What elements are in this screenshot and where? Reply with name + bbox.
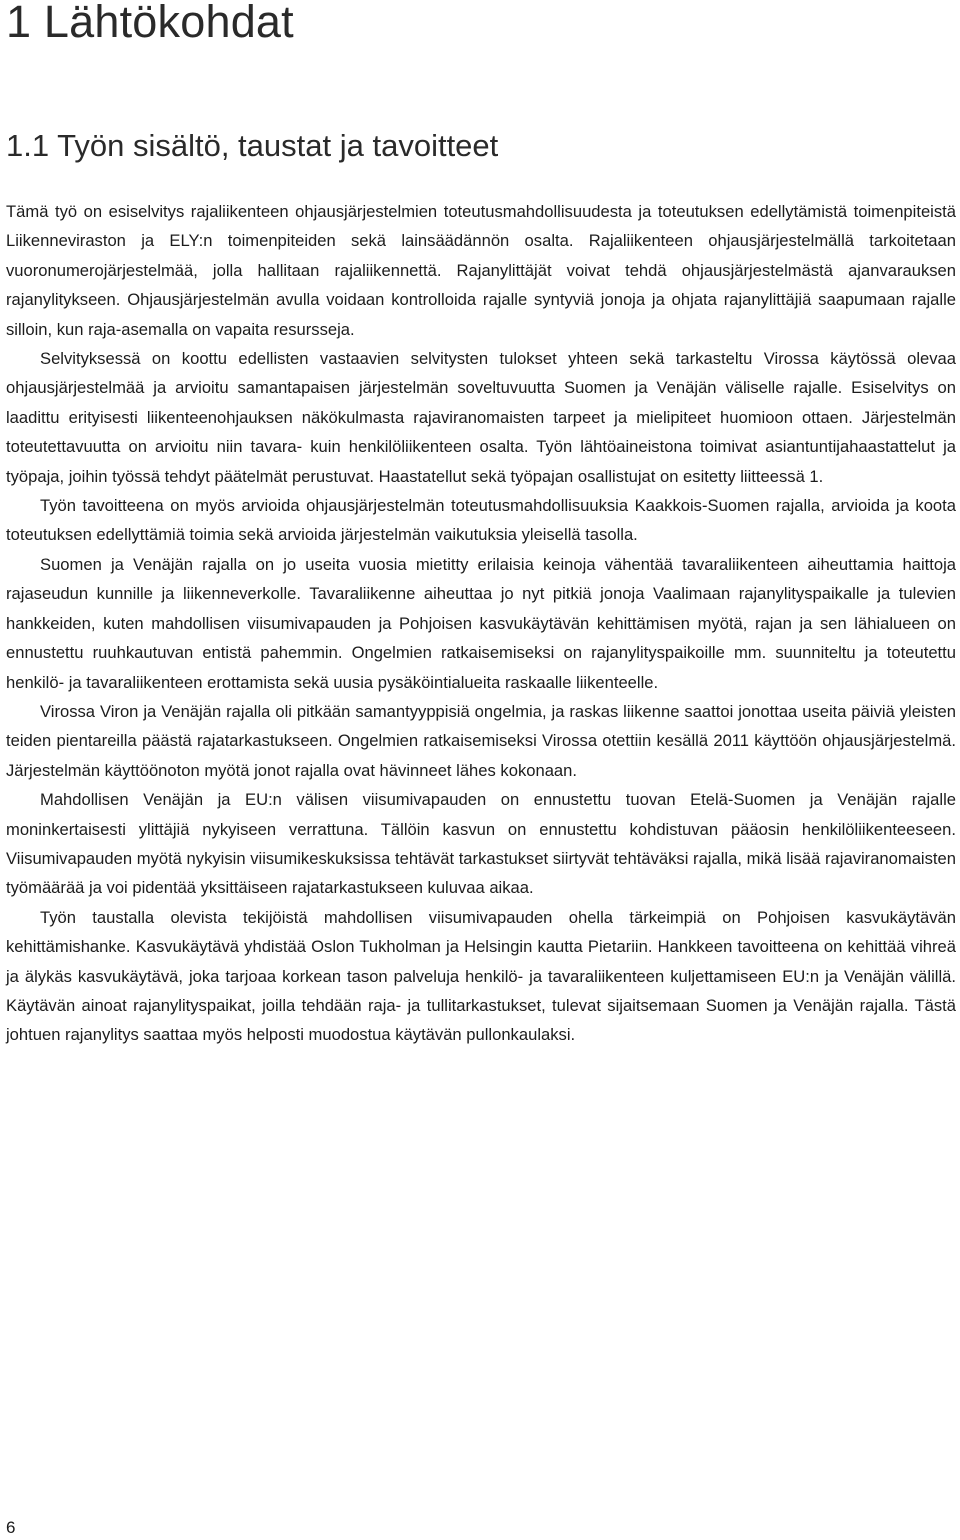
paragraph-estonia: Virossa Viron ja Venäjän rajalla oli pitkään samantyyppisiä ongelmia, ja raskas liikenne saattoi jonottaa useita päiviä yleisten teiden pientareilla päästä rajatarkastukseen. Ongelmien ratkaisemiseksi Virossa otettiin kesällä 2011 käyttöön ohjausjärjestelmä. Järjestelmän käyttöönoton myötä jonot rajalla ovat hävinneet lähes kokonaan. (6, 701, 956, 780)
paragraph-goal: Työn tavoitteena on myös arvioida ohjausjärjestelmän toteutusmahdollisuuksia Kaakkois-Suomen rajalla, arvioida ja koota toteutuksen edellyttämiä toimia sekä arvioida järjestelmän vaikutuksia yleisellä tasolla. (6, 496, 956, 545)
page-number: 6 (6, 1518, 16, 1537)
section-heading: 1.1 Työn sisältö, taustat ja tavoitteet (6, 128, 499, 163)
paragraph-survey: Selvityksessä on koottu edellisten vastaavien selvitysten tulokset yhteen sekä tarkasteltu Virossa käytössä olevaa ohjausjärjestelmää ja arvioitu samantapaisen järjestelmän soveltuvuutta Suomen ja Venäjän väliselle rajalle. Esiselvitys on laadittu erityisesti liikenteenohjauksen näkökulmasta rajaviranomaisten tarpeet ja mielipiteet huomioon ottaen. Järjestelmän toteutettavuutta on arvioitu niin tavara- kuin henkilöliikenteen osalta. Työn lähtöaineistona toimivat asiantuntijahaastattelut ja työpaja, joihin työssä tehdyt päätelmät perustuvat. Haastatellut sekä työpajan osallistujat on esitetty liitteessä 1. (6, 349, 956, 486)
paragraph-growth-corridor: Työn taustalla olevista tekijöistä mahdollisen viisumivapauden ohella tärkeimpiä on Pohjoisen kasvukäytävän kehittämishanke. Kasvukäytävä yhdistää Oslon Tukholman ja Helsingin kautta Pietariin. Hankkeen tavoitteena on kehittää vihreä ja älykäs kasvukäytävä, joka tarjoaa korkean tason palveluja henkilö- ja tavaraliikenteen kuljettamiseen EU:n ja Venäjän välillä. Käytävän ainoat rajanylityspaikat, joilla tehdään raja- ja tullitarkastukset, tulevat sijaitsemaan Suomen ja Venäjän rajalla. Tästä johtuen rajanylitys saattaa myös helposti muodostua käytävän pullonkaulaksi. (6, 907, 956, 1045)
body-text (6, 197, 956, 1050)
chapter-heading: 1 Lähtökohdat (6, 0, 294, 47)
paragraph-border-traffic: Suomen ja Venäjän rajalla on jo useita vuosia mietitty erilaisia keinoja vähentää tavaraliikenteen aiheuttamia haittoja rajaseudun kunnille ja liikenneverkolle. Tavaraliikenne aiheuttaa jo nyt pitkiä jonoja Vaalimaan rajanylityspaikalle ja tulevien hankkeiden, kuten mahdollisen viisumivapauden ja Pohjoisen kasvukäytävän kehittämisen myötä, rajan ja sen lähialueen on ennustettu ruuhkautuvan entistä pahemmin. Ongelmien ratkaisemiseksi on rajanylityspaikoille mm. suunniteltu ja toteutettu henkilö- ja tavaraliikenteen erottamista sekä uusia pysäköintialueita raskaalle liikenteelle. (6, 554, 956, 692)
paragraph-intro: Tämä työ on esiselvitys rajaliikenteen ohjausjärjestelmien toteutusmahdollisuudesta ja toteutuksen edellytämistä toimenpiteistä Liikenneviraston ja ELY:n toimenpiteiden sekä lainsäädännön osalta. Rajaliikenteen ohjausjärjestelmällä tarkoitetaan vuoronumerojärjestelmää, jolla hallitaan rajaliikennettä. Rajanylittäjät voivat tehdä ohjausjärjestelmästä ajanvarauksen rajanylitykseen. Ohjausjärjestelmän avulla voidaan kontrolloida rajalle syntyviä jonoja ja ohjata rajanylittäjiä saapumaan rajalle silloin, kun raja-asemalla on vapaita resursseja. (6, 202, 956, 339)
paragraph-visa-freedom: Mahdollisen Venäjän ja EU:n välisen viisumivapauden on ennustettu tuovan Etelä-Suomen ja Venäjän rajalle moninkertaisesti ylittäjiä nykyiseen verrattuna. Tällöin kasvun on ennustettu kohdistuvan pääosin henkilöliikenteeseen. Viisumivapauden myötä nykyisin viisumikeskuksissa tehtävät tarkastukset siirtyvät tehtäväksi rajalla, mikä lisää rajaviranomaisten työmäärää ja voi pidentää yksittäiseen rajatarkastukseen kuluvaa aikaa. (6, 790, 956, 898)
